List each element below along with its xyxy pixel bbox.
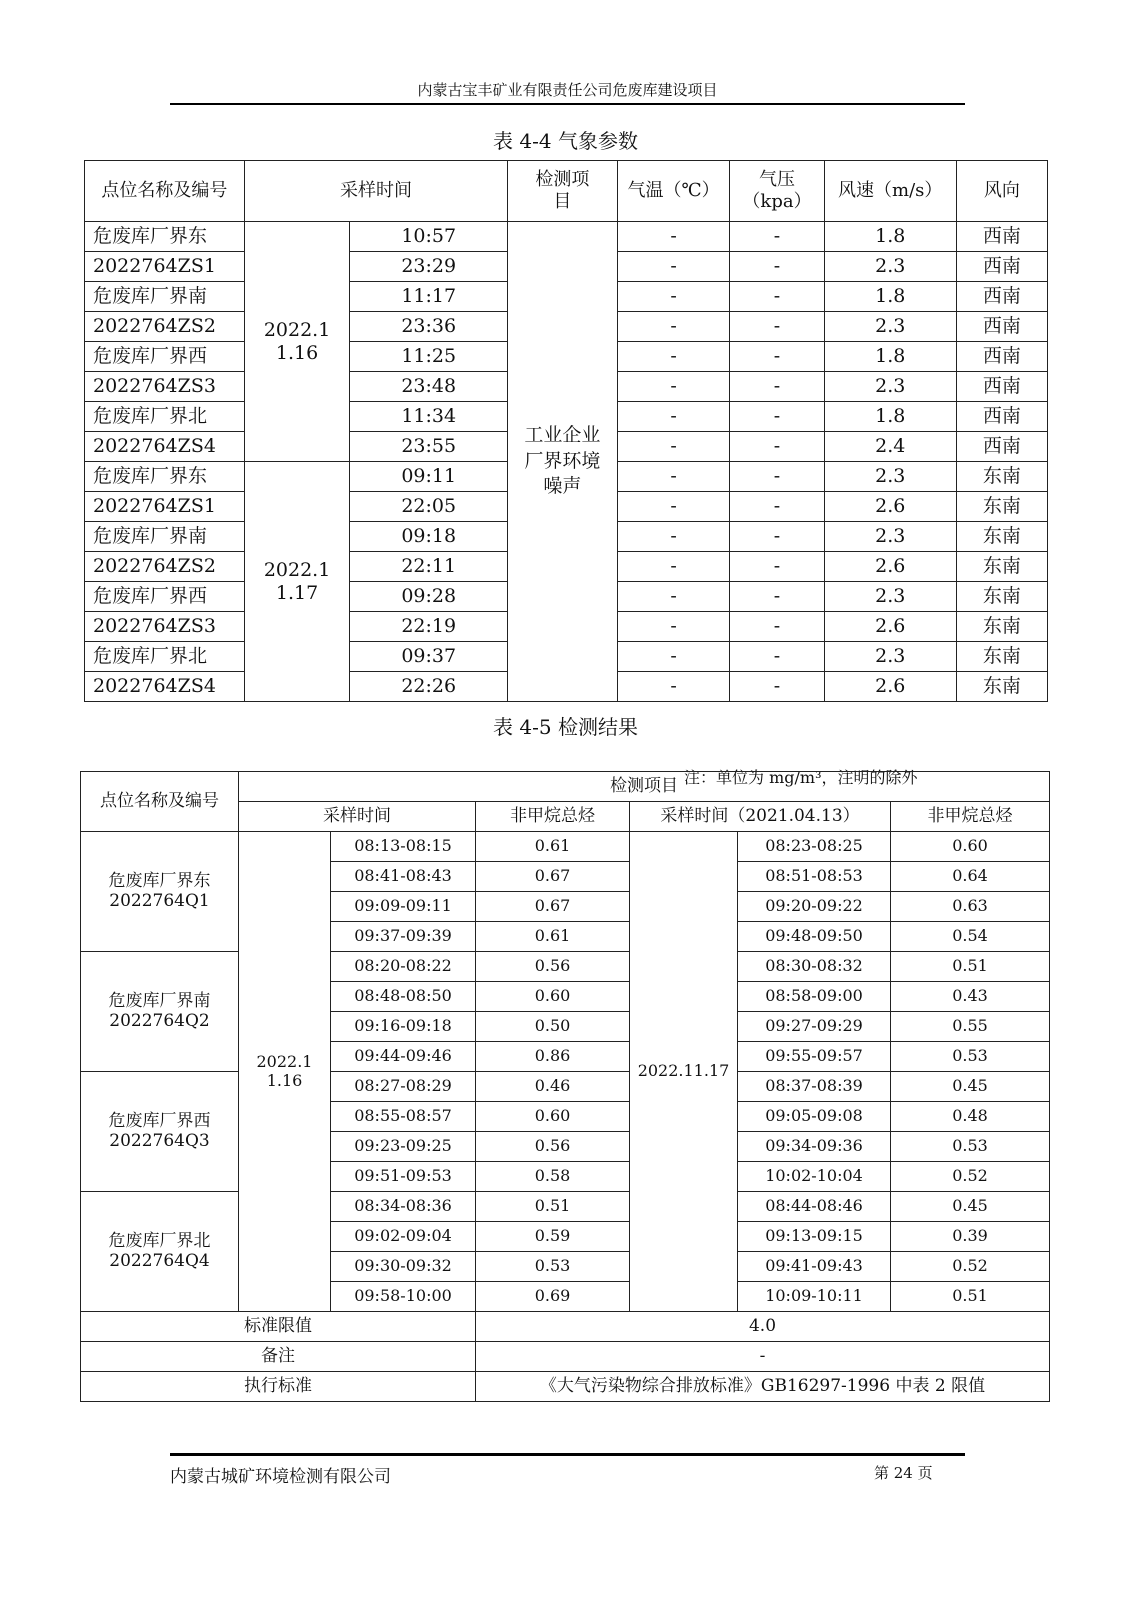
footer-label: 标准限值: [81, 1312, 476, 1342]
temperature: -: [617, 252, 730, 282]
point-name: 危废库厂界东: [85, 462, 245, 492]
temperature: -: [617, 342, 730, 372]
header-location: 点位名称及编号: [81, 772, 239, 832]
nmhc-value-1: 0.60: [476, 1102, 630, 1132]
wind-direction: 东南: [956, 612, 1047, 642]
nmhc-value-1: 0.56: [476, 952, 630, 982]
nmhc-value-2: 0.52: [891, 1162, 1050, 1192]
pressure: -: [730, 582, 824, 612]
page-number: 第 24 页: [874, 1464, 933, 1482]
sample-time-2: 09:13-09:15: [738, 1222, 891, 1252]
nmhc-value-1: 0.61: [476, 922, 630, 952]
header-items: 检测项目: [239, 772, 1050, 802]
sample-time-2: 09:34-09:36: [738, 1132, 891, 1162]
sample-time: 23:29: [350, 252, 508, 282]
wind-direction: 东南: [956, 492, 1047, 522]
table-row: [81, 1072, 1050, 1102]
temperature: -: [617, 432, 730, 462]
wind-direction: 西南: [956, 222, 1047, 252]
footer-label: 备注: [81, 1342, 476, 1372]
sample-time: 23:48: [350, 372, 508, 402]
sample-time-2: 10:02-10:04: [738, 1162, 891, 1192]
sample-time-1: 08:27-08:29: [331, 1072, 476, 1102]
wind-speed: 2.3: [824, 312, 956, 342]
sample-time-2: 08:30-08:32: [738, 952, 891, 982]
wind-direction: 东南: [956, 552, 1047, 582]
pressure: -: [730, 462, 824, 492]
sample-time: 11:25: [350, 342, 508, 372]
header-location: 点位名称及编号: [85, 161, 245, 222]
footer-company: 内蒙古城矿环境检测有限公司: [170, 1467, 391, 1487]
table-4-5-caption: 表 4-5 检测结果: [493, 715, 638, 739]
wind-direction: 东南: [956, 522, 1047, 552]
nmhc-value-1: 0.67: [476, 862, 630, 892]
wind-speed: 2.3: [824, 252, 956, 282]
pressure: -: [730, 372, 824, 402]
temperature: -: [617, 522, 730, 552]
sample-time-2: 09:20-09:22: [738, 892, 891, 922]
table-row: [81, 1342, 1050, 1372]
nmhc-value-2: 0.60: [891, 832, 1050, 862]
test-results-table: [80, 771, 1050, 1402]
wind-speed: 1.8: [824, 282, 956, 312]
footer-value: -: [476, 1342, 1050, 1372]
sample-time-2: 08:58-09:00: [738, 982, 891, 1012]
temperature: -: [617, 222, 730, 252]
sample-time-2: 09:55-09:57: [738, 1042, 891, 1072]
temperature: -: [617, 612, 730, 642]
wind-speed: 2.6: [824, 672, 956, 702]
wind-direction: 东南: [956, 642, 1047, 672]
point-code: 2022764ZS4: [85, 672, 245, 702]
point-code: 2022764ZS3: [85, 372, 245, 402]
nmhc-value-2: 0.43: [891, 982, 1050, 1012]
point-name: 危废库厂界北: [85, 642, 245, 672]
nmhc-value-1: 0.60: [476, 982, 630, 1012]
point-code: 2022764ZS4: [85, 432, 245, 462]
wind-speed: 2.6: [824, 552, 956, 582]
sample-time-2: 08:23-08:25: [738, 832, 891, 862]
sample-time-2: 09:41-09:43: [738, 1252, 891, 1282]
unit-note: 注：单位为 mg/m³，注明的除外: [684, 768, 918, 787]
wind-direction: 西南: [956, 252, 1047, 282]
sample-time-1: 09:02-09:04: [331, 1222, 476, 1252]
wind-direction: 东南: [956, 672, 1047, 702]
wind-speed: 2.6: [824, 492, 956, 522]
sample-time-2: 09:27-09:29: [738, 1012, 891, 1042]
point-label: [81, 952, 239, 1072]
point-code: 2022764Q1: [109, 890, 210, 911]
pressure: -: [730, 672, 824, 702]
wind-direction: 东南: [956, 582, 1047, 612]
nmhc-value-2: 0.52: [891, 1252, 1050, 1282]
weather-parameters-table: [84, 160, 1048, 702]
temperature: -: [617, 642, 730, 672]
wind-speed: 1.8: [824, 402, 956, 432]
test-item: 工业企业厂界环境噪声: [508, 222, 618, 702]
sample-time-1: 09:44-09:46: [331, 1042, 476, 1072]
point-code: 2022764Q3: [109, 1130, 210, 1151]
pressure: -: [730, 612, 824, 642]
nmhc-value-2: 0.45: [891, 1072, 1050, 1102]
wind-direction: 西南: [956, 342, 1047, 372]
nmhc-value-1: 0.51: [476, 1192, 630, 1222]
sample-time-1: 08:20-08:22: [331, 952, 476, 982]
sample-time-1: 09:30-09:32: [331, 1252, 476, 1282]
header-wind-speed: 风速（m/s）: [824, 161, 956, 222]
nmhc-value-2: 0.39: [891, 1222, 1050, 1252]
wind-speed: 1.8: [824, 222, 956, 252]
wind-speed: 2.6: [824, 612, 956, 642]
pressure: -: [730, 222, 824, 252]
sample-time-2: 08:51-08:53: [738, 862, 891, 892]
point-name: 危废库厂界北: [85, 402, 245, 432]
wind-speed: 1.8: [824, 342, 956, 372]
sample-time-2: 08:37-08:39: [738, 1072, 891, 1102]
footer-value: 《大气污染物综合排放标准》GB16297-1996 中表 2 限值: [476, 1372, 1050, 1402]
sample-time: 09:28: [350, 582, 508, 612]
nmhc-value-2: 0.55: [891, 1012, 1050, 1042]
pressure: -: [730, 642, 824, 672]
temperature: -: [617, 672, 730, 702]
sample-time: 22:05: [350, 492, 508, 522]
sample-time: 23:55: [350, 432, 508, 462]
temperature: -: [617, 402, 730, 432]
footer-label: 执行标准: [81, 1372, 476, 1402]
table-row: [81, 952, 1050, 982]
nmhc-value-1: 0.50: [476, 1012, 630, 1042]
nmhc-value-2: 0.45: [891, 1192, 1050, 1222]
nmhc-value-1: 0.58: [476, 1162, 630, 1192]
footer-rule: [170, 1453, 965, 1456]
temperature: -: [617, 372, 730, 402]
sample-time: 09:18: [350, 522, 508, 552]
nmhc-value-1: 0.61: [476, 832, 630, 862]
sample-time-1: 09:58-10:00: [331, 1282, 476, 1312]
temperature: -: [617, 552, 730, 582]
table-row: [81, 1372, 1050, 1402]
header-sample-time: 采样时间: [244, 161, 507, 222]
sample-time: 23:36: [350, 312, 508, 342]
sample-time-2: 10:09-10:11: [738, 1282, 891, 1312]
nmhc-value-1: 0.67: [476, 892, 630, 922]
wind-speed: 2.3: [824, 642, 956, 672]
wind-direction: 西南: [956, 402, 1047, 432]
point-name: 危废库厂界南: [85, 282, 245, 312]
point-name: 危废库厂界东: [85, 222, 245, 252]
header-temp: 气温（℃）: [617, 161, 730, 222]
wind-speed: 2.3: [824, 522, 956, 552]
nmhc-value-2: 0.63: [891, 892, 1050, 922]
point-code: 2022764Q2: [109, 1010, 210, 1031]
header-sample-time-2: 采样时间（2021.04.13）: [630, 802, 891, 832]
sample-time-1: 08:13-08:15: [331, 832, 476, 862]
point-code: 2022764ZS3: [85, 612, 245, 642]
sample-date-2: 2022.11.17: [630, 832, 738, 1312]
sample-time-1: 08:41-08:43: [331, 862, 476, 892]
point-name: 危废库厂界北: [108, 1230, 211, 1251]
sample-time-1: 09:09-09:11: [331, 892, 476, 922]
point-name: 危废库厂界南: [108, 990, 211, 1011]
nmhc-value-1: 0.46: [476, 1072, 630, 1102]
sample-time: 10:57: [350, 222, 508, 252]
nmhc-value-1: 0.53: [476, 1252, 630, 1282]
table-row: [81, 1192, 1050, 1222]
sample-time-1: 09:51-09:53: [331, 1162, 476, 1192]
nmhc-value-2: 0.51: [891, 952, 1050, 982]
nmhc-value-2: 0.53: [891, 1042, 1050, 1072]
header-nmhc-1: 非甲烷总烃: [476, 802, 630, 832]
wind-direction: 西南: [956, 372, 1047, 402]
wind-speed: 2.3: [824, 372, 956, 402]
wind-speed: 2.4: [824, 432, 956, 462]
point-name: 危废库厂界西: [85, 342, 245, 372]
header-wind-dir: 风向: [956, 161, 1047, 222]
nmhc-value-1: 0.69: [476, 1282, 630, 1312]
point-code: 2022764ZS2: [85, 552, 245, 582]
sample-time-1: 08:55-08:57: [331, 1102, 476, 1132]
nmhc-value-1: 0.59: [476, 1222, 630, 1252]
wind-direction: 东南: [956, 462, 1047, 492]
point-code: 2022764Q4: [109, 1250, 210, 1271]
pressure: -: [730, 522, 824, 552]
header-item: 检测项目: [508, 161, 618, 222]
sample-time-1: 08:48-08:50: [331, 982, 476, 1012]
wind-direction: 西南: [956, 282, 1047, 312]
nmhc-value-2: 0.51: [891, 1282, 1050, 1312]
temperature: -: [617, 492, 730, 522]
sample-time-1: 09:16-09:18: [331, 1012, 476, 1042]
sample-time-2: 09:05-09:08: [738, 1102, 891, 1132]
nmhc-value-2: 0.53: [891, 1132, 1050, 1162]
wind-speed: 2.3: [824, 582, 956, 612]
pressure: -: [730, 342, 824, 372]
sample-time-1: 09:37-09:39: [331, 922, 476, 952]
pressure: -: [730, 252, 824, 282]
document-header: 内蒙古宝丰矿业有限责任公司危废库建设项目: [417, 81, 718, 99]
sample-date: 2022.11.17: [244, 462, 350, 702]
table-row: [81, 832, 1050, 862]
footer-value: 4.0: [476, 1312, 1050, 1342]
point-label: [81, 832, 239, 952]
header-nmhc-2: 非甲烷总烃: [891, 802, 1050, 832]
pressure: -: [730, 492, 824, 522]
point-code: 2022764ZS2: [85, 312, 245, 342]
sample-time: 11:17: [350, 282, 508, 312]
point-label: [81, 1192, 239, 1312]
wind-speed: 2.3: [824, 462, 956, 492]
point-code: 2022764ZS1: [85, 252, 245, 282]
table-row: [85, 222, 1048, 252]
sample-time: 22:11: [350, 552, 508, 582]
sample-time: 22:26: [350, 672, 508, 702]
pressure: -: [730, 432, 824, 462]
point-name: 危废库厂界西: [85, 582, 245, 612]
temperature: -: [617, 582, 730, 612]
sample-date: 2022.11.16: [244, 222, 350, 462]
sample-time: 09:11: [350, 462, 508, 492]
temperature: -: [617, 462, 730, 492]
nmhc-value-1: 0.56: [476, 1132, 630, 1162]
sample-time: 22:19: [350, 612, 508, 642]
table-4-4-caption: 表 4-4 气象参数: [493, 129, 638, 153]
point-name: 危废库厂界东: [108, 870, 211, 891]
sample-time: 11:34: [350, 402, 508, 432]
sample-date-1: 2022.11.16: [239, 832, 331, 1312]
temperature: -: [617, 282, 730, 312]
pressure: -: [730, 552, 824, 582]
sample-time-1: 08:34-08:36: [331, 1192, 476, 1222]
pressure: -: [730, 312, 824, 342]
pressure: -: [730, 282, 824, 312]
nmhc-value-1: 0.86: [476, 1042, 630, 1072]
sample-time-1: 09:23-09:25: [331, 1132, 476, 1162]
point-name: 危废库厂界西: [108, 1110, 211, 1131]
sample-time: 09:37: [350, 642, 508, 672]
point-code: 2022764ZS1: [85, 492, 245, 522]
header-rule: [170, 103, 965, 105]
nmhc-value-2: 0.64: [891, 862, 1050, 892]
header-pressure: 气压（kpa）: [730, 161, 824, 222]
point-label: [81, 1072, 239, 1192]
sample-time-2: 08:44-08:46: [738, 1192, 891, 1222]
wind-direction: 西南: [956, 432, 1047, 462]
table-row: [81, 1312, 1050, 1342]
sample-time-2: 09:48-09:50: [738, 922, 891, 952]
nmhc-value-2: 0.54: [891, 922, 1050, 952]
temperature: -: [617, 312, 730, 342]
point-name: 危废库厂界南: [85, 522, 245, 552]
nmhc-value-2: 0.48: [891, 1102, 1050, 1132]
wind-direction: 西南: [956, 312, 1047, 342]
header-sample-time-1: 采样时间: [239, 802, 476, 832]
pressure: -: [730, 402, 824, 432]
